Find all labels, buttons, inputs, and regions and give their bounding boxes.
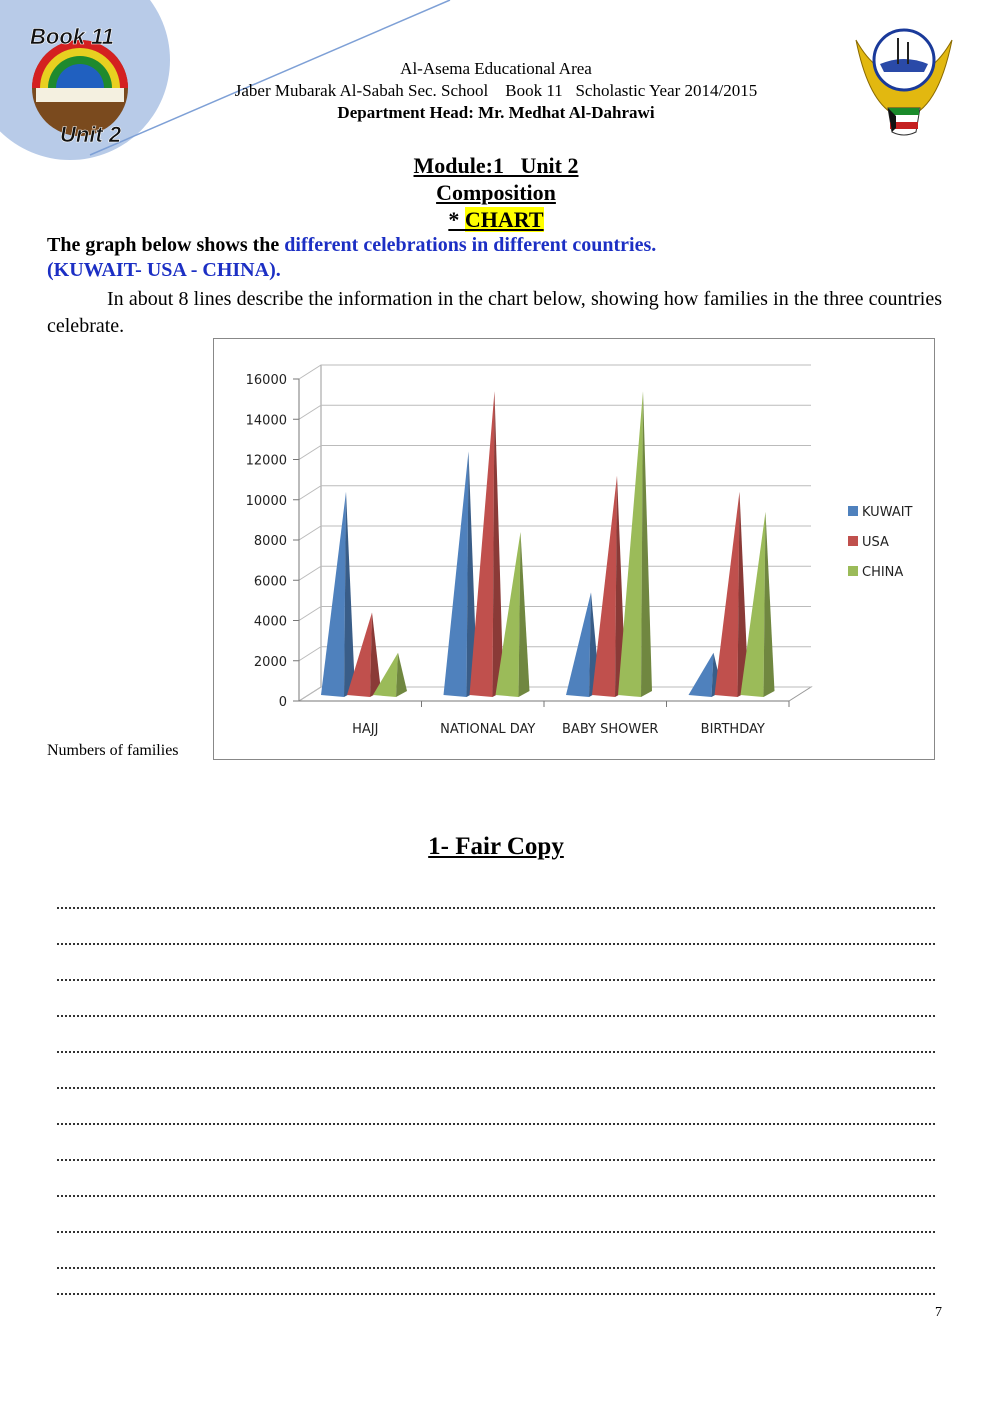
legend-swatch xyxy=(848,566,858,576)
y-tick-label: 8000 xyxy=(253,534,287,549)
x-category-label: HAJJ xyxy=(352,722,379,737)
gridline xyxy=(299,446,811,460)
cone-bar-front xyxy=(444,452,469,698)
writing-line[interactable] xyxy=(57,1015,935,1017)
x-category-label: BIRTHDAY xyxy=(700,722,765,737)
y-tick-label: 12000 xyxy=(245,453,287,469)
logo-book-text: Book 11 xyxy=(30,24,114,49)
gridline xyxy=(299,405,811,419)
writing-line[interactable] xyxy=(57,1087,935,1089)
task-instructions: In about 8 lines describe the information in the chart below, showing how families in the three countries celebrate. xyxy=(47,288,942,337)
writing-line[interactable] xyxy=(57,1159,935,1161)
cone-bar-front xyxy=(592,476,617,697)
chart-title: CHART xyxy=(464,207,544,232)
y-tick-label: 4000 xyxy=(253,614,287,630)
cone-bar-front xyxy=(715,492,740,697)
writing-line[interactable] xyxy=(57,907,935,909)
x-category-label: BABY SHOWER xyxy=(562,722,659,737)
educational-area: Al-Asema Educational Area xyxy=(400,59,592,78)
writing-line[interactable] xyxy=(57,1267,935,1269)
writing-line[interactable] xyxy=(57,979,935,981)
cone-bar-front xyxy=(689,653,714,697)
intro-topic: different celebrations in different countries. xyxy=(284,234,657,256)
cone-bar-front xyxy=(470,391,495,697)
legend-swatch xyxy=(848,506,858,516)
intro-countries: (KUWAIT- USA - CHINA). xyxy=(47,259,281,281)
section-titles xyxy=(0,152,992,233)
task-intro xyxy=(47,233,947,283)
x-category-label: NATIONAL DAY xyxy=(440,722,536,737)
writing-line[interactable] xyxy=(57,1293,935,1295)
cone-bar-front xyxy=(321,492,346,697)
writing-line[interactable] xyxy=(57,1051,935,1053)
y-tick-label: 16000 xyxy=(245,373,287,388)
page-number: 7 xyxy=(935,1305,942,1320)
y-tick-label: 0 xyxy=(278,695,287,710)
star-marker: * xyxy=(448,207,465,232)
composition-title: Composition xyxy=(436,180,556,205)
school-book-year: Jaber Mubarak Al-Sabah Sec. School Book 11 Scholastic Year 2014/2015 xyxy=(234,81,758,100)
cone-bar-front xyxy=(566,592,591,697)
writing-line[interactable] xyxy=(57,1231,935,1233)
celebrations-chart xyxy=(213,338,935,760)
legend-label: USA xyxy=(862,535,889,550)
y-tick-label: 6000 xyxy=(253,574,287,590)
intro-lead: The graph below shows the xyxy=(47,234,285,256)
families-label: Numbers of families xyxy=(47,742,179,759)
cone-bar-front xyxy=(618,391,643,697)
writing-line[interactable] xyxy=(57,1123,935,1125)
legend-label: KUWAIT xyxy=(862,505,913,520)
department-head: Department Head: Mr. Medhat Al-Dahrawi xyxy=(337,103,655,122)
gridline xyxy=(299,486,811,500)
logo-unit-text: Unit 2 xyxy=(60,122,122,147)
fair-copy-heading: 1- Fair Copy xyxy=(428,833,564,860)
gridline xyxy=(299,365,811,379)
school-header xyxy=(0,58,992,124)
legend-swatch xyxy=(848,536,858,546)
legend-label: CHINA xyxy=(862,565,904,580)
y-tick-label: 14000 xyxy=(245,413,287,429)
module-title: Module:1 Unit 2 xyxy=(413,153,579,178)
writing-line[interactable] xyxy=(57,1195,935,1197)
y-tick-label: 2000 xyxy=(253,654,287,670)
y-tick-label: 10000 xyxy=(245,493,287,509)
chart-svg xyxy=(214,339,934,759)
writing-line[interactable] xyxy=(57,943,935,945)
